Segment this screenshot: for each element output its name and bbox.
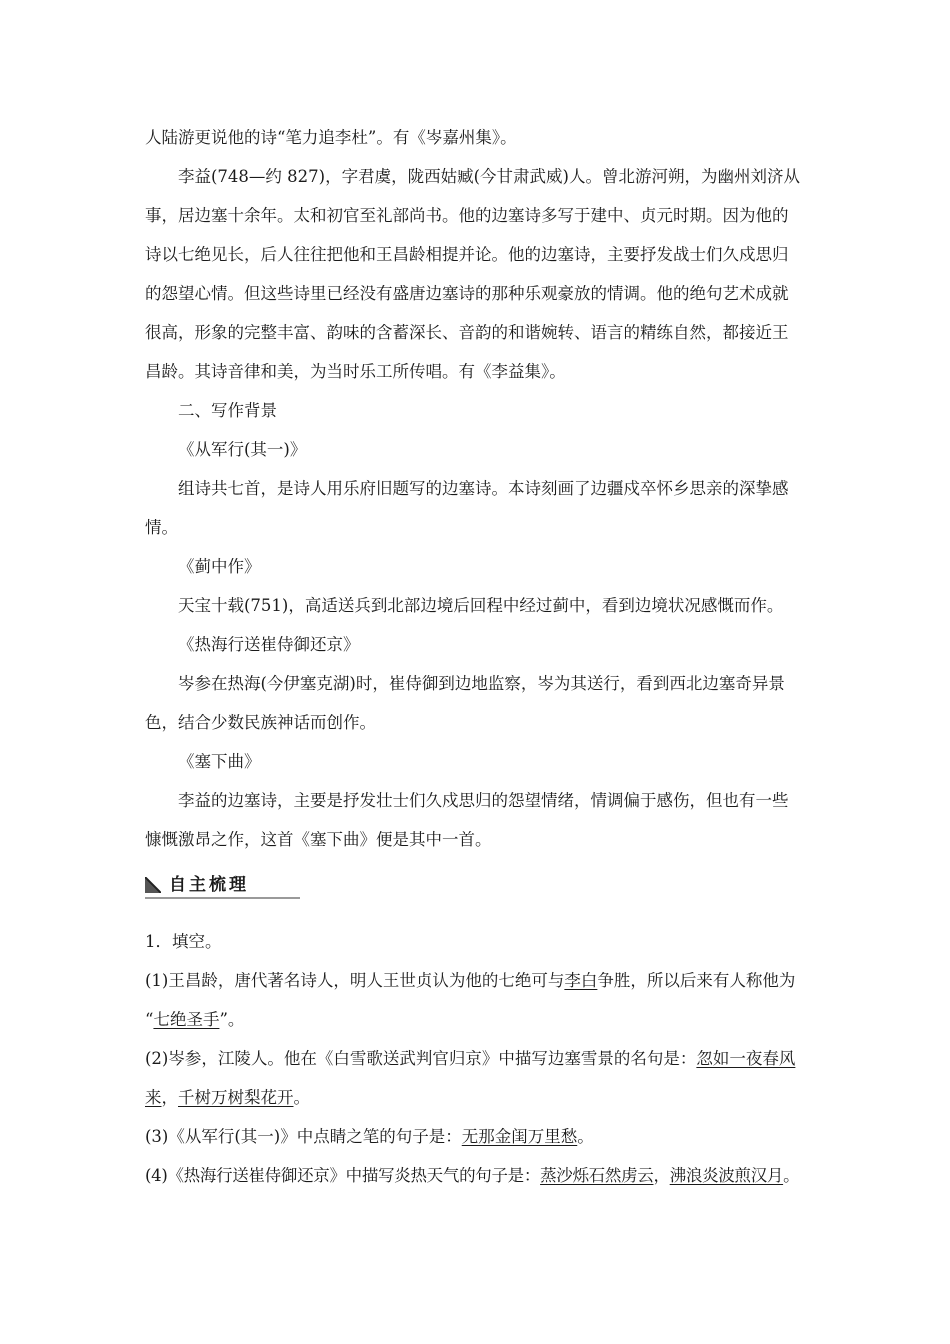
paragraph-line: 诗以七绝见长，后人往往把他和王昌龄相提并论。他的边塞诗，主要抒发战士们久戍思归: [145, 245, 789, 264]
question-text: ，: [161, 1088, 178, 1107]
section-header: [145, 874, 300, 900]
question-text: ”。: [219, 1010, 245, 1029]
answer-blank: 蒸沙烁石然虏云: [540, 1166, 654, 1185]
background-heading: 二、写作背景: [178, 401, 277, 420]
question-text: 争胜，所以后来有人称他为: [597, 971, 796, 990]
poem-title: 《蓟中作》: [178, 557, 261, 576]
question-2-cont: [145, 1086, 810, 1110]
question-text: (4)《热海行送崔侍御还京》中描写炎热天气的句子是：: [145, 1166, 541, 1185]
answer-blank: 无那金闺万里愁: [461, 1127, 578, 1146]
paragraph-line: 组诗共七首，是诗人用乐府旧题写的边塞诗。本诗刻画了边疆戍卒怀乡思亲的深挚感: [178, 479, 789, 498]
poem-title: 《热海行送崔侍御还京》: [178, 635, 360, 654]
paragraph-line: 李益的边塞诗，主要是抒发壮士们久戍思归的怨望情绪，情调偏于感伤，但也有一些: [178, 791, 789, 810]
question-text: (1)王昌龄，唐代著名诗人，明人王世贞认为他的七绝可与: [145, 971, 565, 990]
question-text: (2)岑参，江陵人。他在《白雪歌送武判官归京》中描写边塞雪景的名句是：: [145, 1049, 697, 1068]
paragraph-line: 天宝十载(751)，高适送兵到北部边境后回程中经过蓟中，看到边境状况感慨而作。: [178, 596, 784, 615]
paragraph-line: 岑参在热海(今伊塞克湖)时，崔侍御到边地监察，岑为其送行，看到西北边塞奇异景: [178, 674, 785, 693]
triangle-icon: [145, 877, 161, 893]
question-text: “: [145, 1010, 154, 1029]
exercise-heading: 1．填空。: [145, 932, 222, 951]
paragraph-line: 李益(748—约 827)，字君虞，陇西姑臧(今甘肃武威)人。曾北游河朔，为幽州刘济从: [178, 167, 800, 186]
question-4: [145, 1164, 810, 1188]
poem-title: 《从军行(其一)》: [178, 440, 307, 459]
poem-title: 《塞下曲》: [178, 752, 261, 771]
paragraph-line: 慷慨激昂之作，这首《塞下曲》便是其中一首。: [145, 830, 492, 849]
question-text: ，: [653, 1166, 670, 1185]
answer-blank: 李白: [564, 971, 598, 990]
section-title: 自主梳理: [169, 875, 249, 895]
answer-blank: 来: [145, 1088, 162, 1107]
question-text: (3)《从军行(其一)》中点睛之笔的句子是：: [145, 1127, 462, 1146]
question-text: 。: [577, 1127, 594, 1146]
paragraph-line: 的怨望心情。但这些诗里已经没有盛唐边塞诗的那种乐观豪放的情调。他的绝句艺术成就: [145, 284, 789, 303]
question-2: [145, 1047, 810, 1071]
question-text: 。: [293, 1088, 310, 1107]
paragraph-line: 人陆游更说他的诗“笔力追李杜”。有《岑嘉州集》。: [145, 128, 517, 147]
question-3: [145, 1125, 810, 1149]
paragraph-line: 很高，形象的完整丰富、韵味的含蓄深长、音韵的和谐婉转、语言的精练自然，都接近王: [145, 323, 789, 342]
paragraph-line: 昌龄。其诗音律和美，为当时乐工所传唱。有《李益集》。: [145, 362, 566, 381]
paragraph-line: 情。: [145, 518, 178, 537]
answer-blank: 千树万树梨花开: [178, 1088, 294, 1107]
answer-blank: 忽如一夜春风: [696, 1049, 796, 1068]
question-1-cont: [145, 1008, 810, 1032]
answer-blank: 七绝圣手: [153, 1010, 220, 1029]
paragraph-line: 事，居边塞十余年。太和初官至礼部尚书。他的边塞诗多写于建中、贞元时期。因为他的: [145, 206, 789, 225]
paragraph-line: 色，结合少数民族神话而创作。: [145, 713, 376, 732]
answer-blank: 沸浪炎波煎汉月: [669, 1166, 784, 1185]
question-1: [145, 969, 810, 993]
question-text: 。: [783, 1166, 800, 1185]
section-rule: [145, 897, 300, 899]
